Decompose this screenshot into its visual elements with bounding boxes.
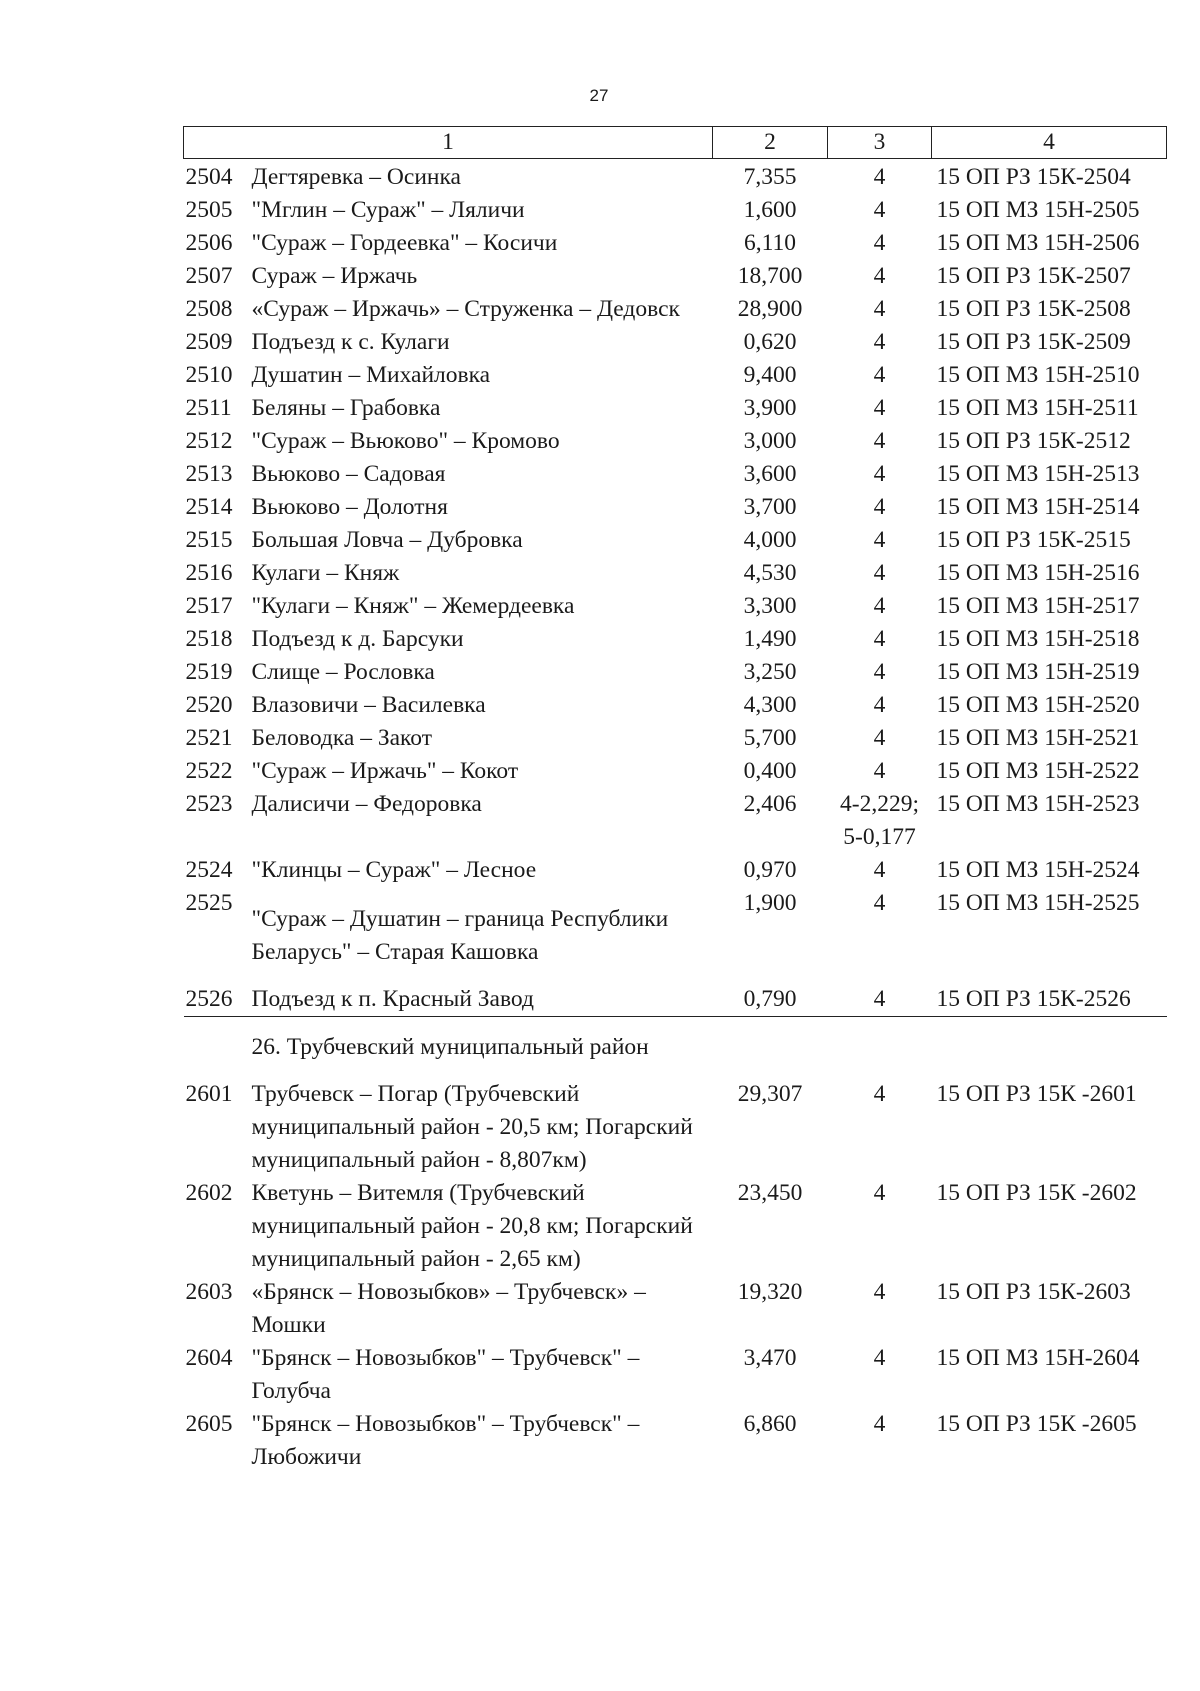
road-code: 15 ОП РЗ 15К-2515 <box>936 527 1131 553</box>
road-category: 4 <box>873 296 886 322</box>
row-number: 2513 <box>185 461 233 487</box>
page-number <box>0 86 1200 106</box>
road-name: "Сураж – Вьюково" – Кромово <box>251 428 560 454</box>
table-row <box>184 194 1167 227</box>
road-category: 4 <box>873 725 886 751</box>
road-name: Подъезд к д. Барсуки <box>251 626 464 652</box>
road-category: 4 <box>873 230 886 256</box>
road-code: 15 ОП МЗ 15Н-2525 <box>936 890 1140 916</box>
table-row <box>184 159 1167 195</box>
road-code: 15 ОП МЗ 15Н-2518 <box>936 626 1140 652</box>
table-row <box>184 491 1167 524</box>
road-category <box>828 788 932 854</box>
road-category: 4 <box>873 428 886 454</box>
road-length: 18,700 <box>737 263 803 289</box>
road-code: 15 ОП МЗ 15Н-2522 <box>936 758 1140 784</box>
road-length: 5,700 <box>743 725 797 751</box>
road-category-line2: 5-0,177 <box>843 824 916 850</box>
row-number: 2523 <box>185 791 233 817</box>
road-name: "Мглин – Сураж" – Ляличи <box>251 197 525 223</box>
road-category: 4 <box>873 1180 886 1206</box>
row-number: 2508 <box>185 296 233 322</box>
table-row <box>184 326 1167 359</box>
row-number: 2524 <box>185 857 233 883</box>
road-name: "Брянск – Новозыбков" – Трубчевск" – Голубча <box>251 1345 640 1404</box>
road-code: 15 ОП МЗ 15Н-2517 <box>936 593 1140 619</box>
road-category: 4 <box>873 890 886 916</box>
row-number: 2525 <box>185 890 233 916</box>
road-category: 4 <box>828 983 932 1017</box>
road-code: 15 ОП РЗ 15К -2602 <box>936 1180 1137 1206</box>
roads-table <box>183 126 1167 1474</box>
table-row <box>184 260 1167 293</box>
road-category: 4 <box>873 494 886 520</box>
table-row <box>184 1177 1167 1276</box>
road-length: 3,900 <box>743 395 797 421</box>
road-code: 15 ОП МЗ 15Н-2514 <box>936 494 1140 520</box>
road-length: 3,000 <box>743 428 797 454</box>
road-category: 4 <box>873 362 886 388</box>
road-code: 15 ОП РЗ 15К-2512 <box>936 428 1131 454</box>
road-length: 23,450 <box>737 1180 803 1206</box>
table-row <box>184 293 1167 326</box>
road-length: 1,490 <box>743 626 797 652</box>
road-length: 29,307 <box>737 1081 803 1107</box>
table-row <box>184 755 1167 788</box>
road-length: 3,470 <box>743 1345 797 1371</box>
road-length: 1,900 <box>743 890 797 916</box>
row-number: 2603 <box>185 1279 233 1305</box>
road-length: 1,600 <box>743 197 797 223</box>
table-row <box>184 656 1167 689</box>
row-number: 2504 <box>185 164 233 190</box>
table-row <box>184 689 1167 722</box>
row-number: 2517 <box>185 593 233 619</box>
road-code: 15 ОП МЗ 15Н-2510 <box>936 362 1140 388</box>
row-number: 2511 <box>185 395 232 421</box>
table-row <box>184 425 1167 458</box>
road-category: 4 <box>873 1345 886 1371</box>
table-row <box>184 590 1167 623</box>
road-category: 4 <box>873 1411 886 1437</box>
road-length: 0,970 <box>743 857 797 883</box>
road-name: Вьюково – Садовая <box>251 461 446 487</box>
road-length: 4,530 <box>743 560 797 586</box>
table-row <box>184 1276 1167 1342</box>
row-number: 2512 <box>185 428 233 454</box>
row-number: 2602 <box>185 1180 233 1206</box>
road-length: 3,250 <box>743 659 797 685</box>
road-code: 15 ОП МЗ 15Н-2523 <box>936 791 1140 817</box>
road-code: 15 ОП РЗ 15К-2507 <box>936 263 1131 289</box>
road-length: 3,700 <box>743 494 797 520</box>
road-length: 3,600 <box>743 461 797 487</box>
road-code: 15 ОП РЗ 15К -2605 <box>936 1411 1137 1437</box>
road-name: Подъезд к с. Кулаги <box>251 329 450 355</box>
row-number: 2510 <box>185 362 233 388</box>
road-name-text: "Сураж – Душатин – граница Республики Беларусь" – Старая Кашовка <box>251 906 669 965</box>
table-row <box>184 1408 1167 1474</box>
table-row <box>184 1078 1167 1177</box>
section-title: 26. Трубчевский муниципальный район <box>251 1034 649 1060</box>
road-length: 0,400 <box>743 758 797 784</box>
road-code: 15 ОП МЗ 15Н-2524 <box>936 857 1140 883</box>
road-category: 4 <box>873 560 886 586</box>
road-code: 15 ОП МЗ 15Н-2520 <box>936 692 1140 718</box>
road-name: Трубчевск – Погар (Трубчевский муниципальный район - 20,5 км; Погарский муниципальный район - 8,807км) <box>251 1081 693 1173</box>
road-name: "Кулаги – Княж" – Жемердеевка <box>251 593 575 619</box>
road-name: Вьюково – Долотня <box>251 494 448 520</box>
row-number: 2514 <box>185 494 233 520</box>
table-row <box>184 557 1167 590</box>
road-length: 6,110 <box>743 230 796 256</box>
road-code: 15 ОП МЗ 15Н-2511 <box>936 395 1139 421</box>
road-code: 15 ОП РЗ 15К -2601 <box>936 1081 1137 1107</box>
road-length: 19,320 <box>737 1279 803 1305</box>
road-name: Беловодка – Закот <box>251 725 432 751</box>
road-length: 2,406 <box>743 791 797 817</box>
road-length: 0,620 <box>743 329 797 355</box>
road-name: «Сураж – Иржачь» – Струженка – Дедовск <box>251 296 680 322</box>
road-category: 4 <box>873 461 886 487</box>
road-code: 15 ОП МЗ 15Н-2506 <box>936 230 1140 256</box>
row-number: 2507 <box>185 263 233 289</box>
road-length: 4,000 <box>743 527 797 553</box>
road-name: Сураж – Иржачь <box>251 263 418 289</box>
road-category: 4 <box>873 197 886 223</box>
table-row <box>184 788 1167 854</box>
table-row <box>184 623 1167 656</box>
road-category: 4 <box>873 1279 886 1305</box>
row-number: 2605 <box>185 1411 233 1437</box>
road-code: 15 ОП РЗ 15К-2504 <box>936 164 1131 190</box>
page-number-text: 27 <box>589 86 609 105</box>
road-name: Кулаги – Княж <box>251 560 400 586</box>
table-header-row <box>184 127 1167 159</box>
road-name <box>246 887 713 983</box>
table-row <box>184 887 1167 983</box>
road-code: 15 ОП РЗ 15К-2509 <box>936 329 1131 355</box>
header-col-1: 1 <box>184 127 713 159</box>
table-row <box>184 524 1167 557</box>
road-name: Влазовичи – Василевка <box>251 692 486 718</box>
road-category: 4 <box>873 263 886 289</box>
road-category: 4 <box>873 692 886 718</box>
road-category: 4 <box>873 593 886 619</box>
table-row <box>184 359 1167 392</box>
road-name: Подъезд к п. Красный Завод <box>246 983 713 1017</box>
rows-group-a <box>184 159 1167 789</box>
row-number: 2522 <box>185 758 233 784</box>
rows-group-b <box>184 1078 1167 1474</box>
road-name: «Брянск – Новозыбков» – Трубчевск» – Мошки <box>251 1279 646 1338</box>
road-name: "Брянск – Новозыбков" – Трубчевск" – Любожичи <box>251 1411 640 1470</box>
table-row <box>184 722 1167 755</box>
road-code: 15 ОП РЗ 15К-2526 <box>932 983 1167 1017</box>
road-length: 28,900 <box>737 296 803 322</box>
table-row <box>184 458 1167 491</box>
row-number: 2515 <box>185 527 233 553</box>
road-name: Большая Ловча – Дубровка <box>251 527 523 553</box>
road-category: 4 <box>873 857 886 883</box>
road-name: "Сураж – Иржачь" – Кокот <box>251 758 519 784</box>
road-category: 4 <box>873 758 886 784</box>
road-length: 9,400 <box>743 362 797 388</box>
road-name: Душатин – Михайловка <box>251 362 491 388</box>
road-name: Кветунь – Витемля (Трубчевский муниципальный район - 20,8 км; Погарский муниципальный район - 2,65 км) <box>251 1180 693 1272</box>
road-code: 15 ОП МЗ 15Н-2505 <box>936 197 1140 223</box>
road-code: 15 ОП МЗ 15Н-2521 <box>936 725 1140 751</box>
road-code: 15 ОП МЗ 15Н-2516 <box>936 560 1140 586</box>
road-category: 4 <box>873 395 886 421</box>
road-name: Слище – Рословка <box>251 659 435 685</box>
road-name: "Клинцы – Сураж" – Лесное <box>251 857 537 883</box>
table-row <box>184 392 1167 425</box>
table-row <box>184 854 1167 887</box>
road-length: 0,790 <box>713 983 828 1017</box>
row-number: 2516 <box>185 560 233 586</box>
road-length: 3,300 <box>743 593 797 619</box>
road-category: 4 <box>873 329 886 355</box>
road-length: 7,355 <box>743 164 797 190</box>
road-category: 4 <box>873 527 886 553</box>
road-code: 15 ОП РЗ 15К-2508 <box>936 296 1131 322</box>
row-number: 2604 <box>185 1345 233 1371</box>
road-category: 4 <box>873 1081 886 1107</box>
road-name: Далисичи – Федоровка <box>251 791 482 817</box>
road-category: 4 <box>873 626 886 652</box>
row-number: 2518 <box>185 626 233 652</box>
row-number: 2520 <box>185 692 233 718</box>
row-number: 2526 <box>184 983 246 1017</box>
road-length: 6,860 <box>743 1411 797 1437</box>
road-code: 15 ОП МЗ 15Н-2519 <box>936 659 1140 685</box>
table-row <box>184 1342 1167 1408</box>
row-number: 2506 <box>185 230 233 256</box>
table-row <box>184 227 1167 260</box>
section-heading-row <box>184 1017 1167 1079</box>
header-col-4: 4 <box>932 127 1167 159</box>
road-category: 4 <box>873 659 886 685</box>
header-col-2: 2 <box>713 127 828 159</box>
road-category: 4 <box>873 164 886 190</box>
row-number: 2601 <box>185 1081 233 1107</box>
road-code: 15 ОП МЗ 15Н-2513 <box>936 461 1140 487</box>
header-col-3: 3 <box>828 127 932 159</box>
row-number: 2509 <box>185 329 233 355</box>
table-row <box>184 983 1167 1017</box>
road-length: 4,300 <box>743 692 797 718</box>
rows-group-special <box>184 788 1167 1078</box>
road-name: "Сураж – Гордеевка" – Косичи <box>251 230 558 256</box>
row-number: 2505 <box>185 197 233 223</box>
road-category-line1: 4-2,229; <box>840 791 919 817</box>
row-number: 2521 <box>185 725 233 751</box>
road-code: 15 ОП МЗ 15Н-2604 <box>936 1345 1140 1371</box>
row-number: 2519 <box>185 659 233 685</box>
road-name: Беляны – Грабовка <box>251 395 441 421</box>
road-code: 15 ОП РЗ 15К-2603 <box>936 1279 1131 1305</box>
road-name: Дегтяревка – Осинка <box>251 164 461 190</box>
